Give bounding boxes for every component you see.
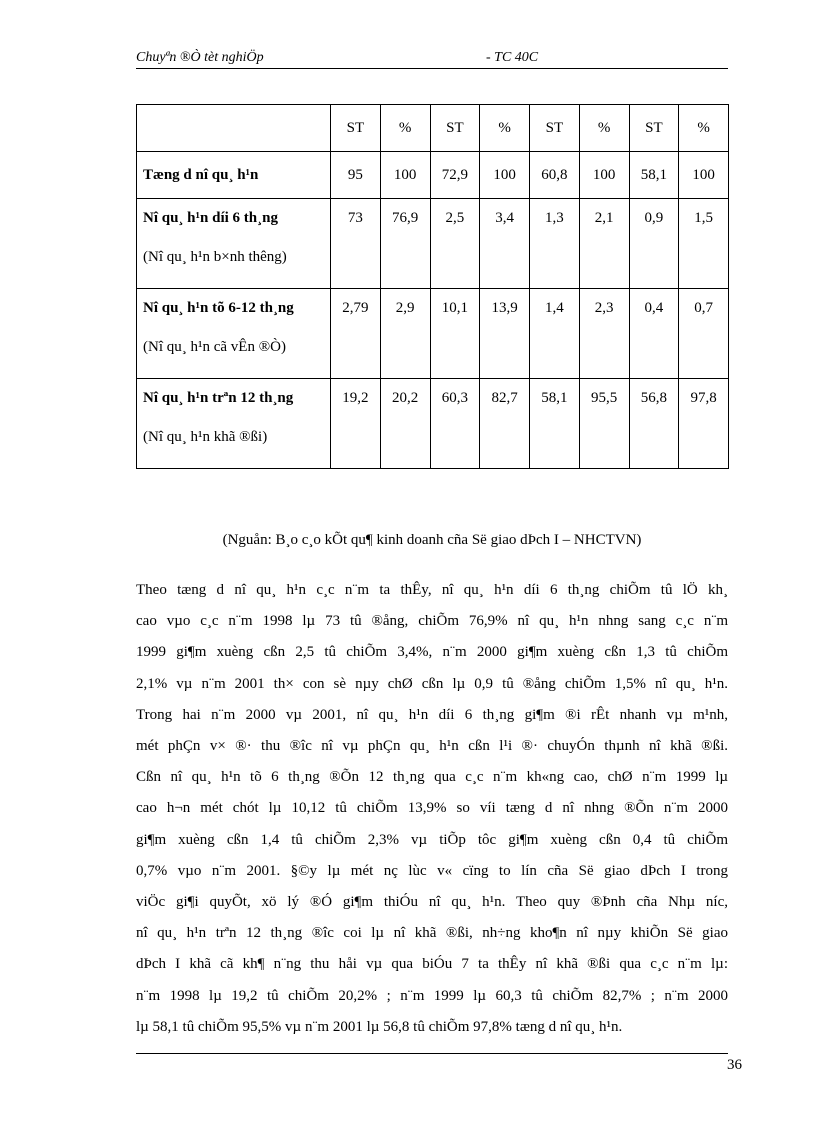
paragraph-line: n¨m 1998 lµ 19,2 tû chiÕm 20,2% ; n¨m 1999 lµ 60,3 tû chiÕm 82,7% ; n¨m 2000 <box>136 987 728 1004</box>
table-cell: 1,4 <box>530 289 580 379</box>
table-header-cell: % <box>380 105 430 152</box>
table-cell: 100 <box>579 152 629 199</box>
table-cell: 95 <box>331 152 381 199</box>
table-row <box>137 289 729 379</box>
paragraph-line: viÖc gi¶i quyÕt, xö lý ®Ó gi¶m thiÓu nî qu¸ h¹n. Theo quy ®Þnh cña Nhµ níc, <box>136 894 728 911</box>
paragraph-line: 0,7% vµo n¨m 2001. §©y lµ mét nç lùc v« cïng to lín cña Së giao dÞch I trong <box>136 862 728 879</box>
table-cell: 95,5 <box>579 379 629 469</box>
table-cell: 3,4 <box>480 199 530 289</box>
table-cell: 58,1 <box>530 379 580 469</box>
table-cell: 10,1 <box>430 289 480 379</box>
table-header-cell: % <box>480 105 530 152</box>
table-cell: 82,7 <box>480 379 530 469</box>
paragraph-line: gi¶m xuèng cßn 1,4 tû chiÕm 2,3% vµ tiÕp tôc gi¶m xuèng cßn 0,4 tû chiÕm <box>136 831 728 848</box>
table-cell: 2,3 <box>579 289 629 379</box>
table-cell: 1,3 <box>530 199 580 289</box>
page-header <box>136 50 728 69</box>
paragraph-line: dÞch I khã cã kh¶ n¨ng thu håi vµ qua biÓu 7 ta thÊy nî khã ®ßi qua c¸c n¨m lµ: <box>136 956 728 973</box>
row-label-main: Nî qu¸ h¹n tõ 6-12 th¸ng <box>143 300 294 316</box>
header-class: - TC 40C <box>486 50 539 65</box>
paragraph-line: lµ 58,1 tû chiÕm 95,5% vµ n¨m 2001 lµ 56,8 tû chiÕm 97,8% tæng d nî qu¸ h¹n. <box>136 1018 623 1035</box>
row-label-sub: (Nî qu¸ h¹n khã ®ßi) <box>143 429 268 445</box>
row-label-main: Nî qu¸ h¹n trªn 12 th¸ng <box>143 390 294 406</box>
table-cell: 72,9 <box>430 152 480 199</box>
row-label <box>137 379 331 469</box>
paragraph-line: cao vµo c¸c n¨m 1998 lµ 73 tû ®ång, chiÕm 76,9% nî qu¸ h¹n nhng sang c¸c n¨m <box>136 613 728 630</box>
table-cell: 13,9 <box>480 289 530 379</box>
table-header-cell: ST <box>629 105 679 152</box>
row-label <box>137 199 331 289</box>
table-cell: 19,2 <box>331 379 381 469</box>
body-paragraph <box>136 575 728 1043</box>
table-header-cell: ST <box>530 105 580 152</box>
table-cell: 58,1 <box>629 152 679 199</box>
table-row <box>137 199 729 289</box>
table-cell: 100 <box>679 152 729 199</box>
row-label: Tæng d nî qu¸ h¹n <box>137 152 331 199</box>
table-cell: 0,9 <box>629 199 679 289</box>
table-header-row <box>137 105 729 152</box>
table-cell: 0,4 <box>629 289 679 379</box>
table-header-cell: % <box>579 105 629 152</box>
table-header-cell: % <box>679 105 729 152</box>
paragraph-line: cao h¬n mét chót lµ 10,12 tû chiÕm 13,9% so víi tæng d nî nhng ®Õn n¨m 2000 <box>136 800 728 817</box>
paragraph-line: 1999 gi¶m xuèng cßn 2,5 tû chiÕm 3,4%, n¨m 2000 gi¶m xuèng cßn 1,3 tû chiÕm <box>136 644 728 661</box>
paragraph-line: Cßn nî qu¸ h¹n tõ 6 th¸ng ®Õn 12 th¸ng qua c¸c n¨m kh«ng cao, chØ n¨m 1999 lµ <box>136 769 728 786</box>
footer-rule <box>136 1053 728 1054</box>
overdue-debt-table <box>136 104 729 469</box>
table-cell: 76,9 <box>380 199 430 289</box>
paragraph-line: 2,1% vµ n¨m 2001 th× con sè nµy chØ cßn lµ 0,9 tû ®ång chiÕm 1,5% nî qu¸ h¹n. <box>136 675 728 692</box>
row-label-main: Nî qu¸ h¹n díi 6 th¸ng <box>143 210 278 226</box>
table-cell: 2,9 <box>380 289 430 379</box>
table-cell: 2,79 <box>331 289 381 379</box>
header-title: Chuyªn ®Ò tèt nghiÖp <box>136 50 264 65</box>
paragraph-line: nî qu¸ h¹n trªn 12 th¸ng ®îc coi lµ nî khã ®ßi, nh÷ng kho¶n nî nµy khiÕn Së giao <box>136 925 728 942</box>
table-cell: 60,8 <box>530 152 580 199</box>
page-number: 36 <box>727 1057 742 1073</box>
table-cell: 56,8 <box>629 379 679 469</box>
table-header-cell: ST <box>331 105 381 152</box>
row-label <box>137 289 331 379</box>
table-cell: 100 <box>380 152 430 199</box>
table-cell: 20,2 <box>380 379 430 469</box>
table-cell: 2,1 <box>579 199 629 289</box>
row-label-sub: (Nî qu¸ h¹n b×nh thêng) <box>143 249 287 265</box>
paragraph-line: mét phÇn v× ®· thu ®îc nî vµ phÇn qu¸ h¹n cßn l¹i ®· chuyÓn thµnh nî khã ®ßi. <box>136 738 728 755</box>
table-cell: 0,7 <box>679 289 729 379</box>
table-row <box>137 379 729 469</box>
table-header-cell <box>137 105 331 152</box>
paragraph-line: Trong hai n¨m 2000 vµ 2001, nî qu¸ h¹n díi 6 th¸ng gi¶m ®i rÊt nhanh vµ m¹nh, <box>136 706 728 723</box>
table-cell: 1,5 <box>679 199 729 289</box>
table-cell: 100 <box>480 152 530 199</box>
table-cell: 97,8 <box>679 379 729 469</box>
table-cell: 73 <box>331 199 381 289</box>
table-cell: 60,3 <box>430 379 480 469</box>
paragraph-line: Theo tæng d nî qu¸ h¹n c¸c n¨m ta thÊy, nî qu¸ h¹n díi 6 th¸ng chiÕm tû lÖ kh¸ <box>136 582 728 598</box>
table-cell: 2,5 <box>430 199 480 289</box>
table-source-note: (Nguån: B¸o c¸o kÕt qu¶ kinh doanh cña Së giao dÞch I – NHCTVN) <box>222 532 642 548</box>
table-row <box>137 152 729 199</box>
table-header-cell: ST <box>430 105 480 152</box>
row-label-sub: (Nî qu¸ h¹n cã vÊn ®Ò) <box>143 339 286 355</box>
